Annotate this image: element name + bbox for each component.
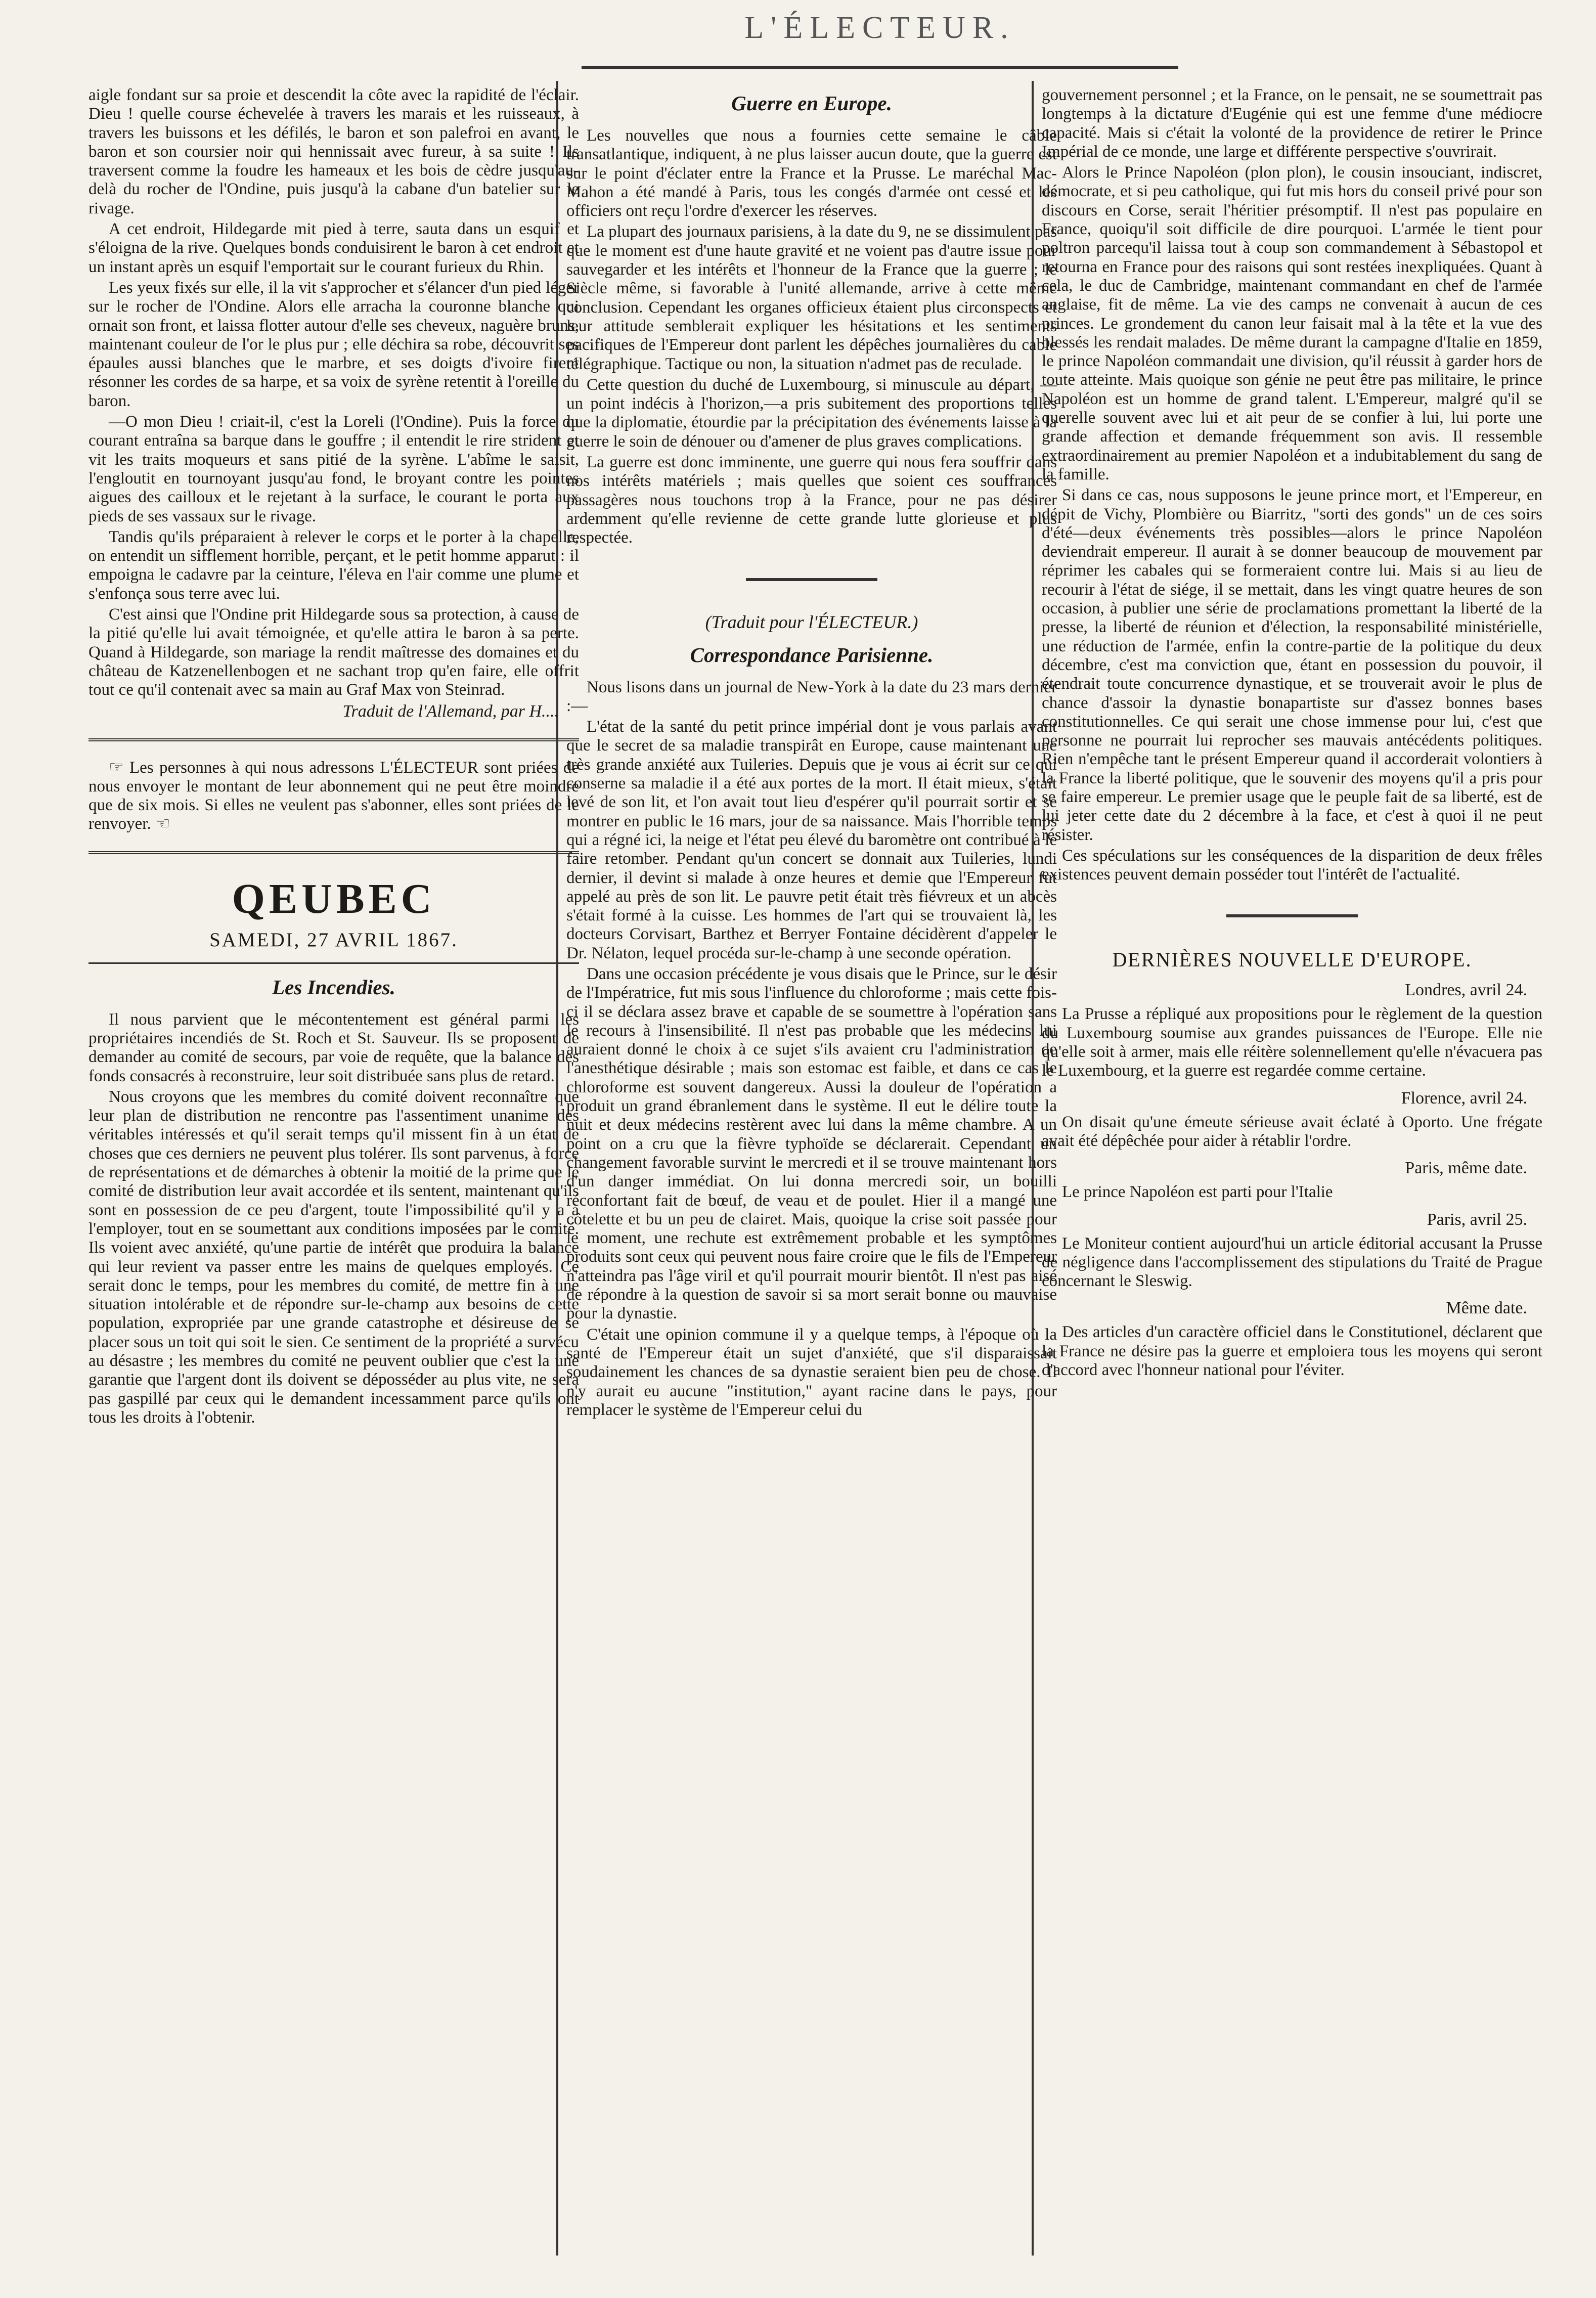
dispatch-text: La Prusse a répliqué aux propositions pour le règlement de la question du Luxembourg soumise aux grandes puissances de l'Europe. Elle nie qu'elle soit à armer, mais elle réitère solennellement qu'elle n'évacuera pas le Luxembourg, et la guerre est regardée comme certaine. <box>1042 1005 1542 1080</box>
divider <box>88 962 579 964</box>
dispatch-text: On disait qu'une émeute sérieuse avait éclaté à Oporto. Une frégate avait été dépêchée pour aider à rétablir l'ordre. <box>1042 1113 1542 1150</box>
divider <box>746 578 877 581</box>
story-paragraph: Les yeux fixés sur elle, il la vit s'approcher et s'élancer d'un pied léger sur le rocher de l'Ondine. Alors elle arracha la couronne blanche qui ornait son front, et laissa flotter autour d'elle ses cheveux, naguère bruns, maintenant couleur de l'or le plus pur ; elle déchira sa robe, découvrit ses épaules aussi blanches que le marbre, et ses doigts d'ivoire firent résonner les cordes de sa harpe, et sa voix de syrène retentit à l'oreille du baron. <box>88 278 579 410</box>
fires-heading: Les Incendies. <box>272 975 395 999</box>
masthead-rule <box>582 66 1178 69</box>
translated-note: (Traduit pour l'ÉLECTEUR.) <box>705 611 918 632</box>
divider <box>88 738 579 741</box>
dispatch-place: Florence, avril 24. <box>1401 1088 1527 1108</box>
correspondence-continued: gouvernement personnel ; et la France, on le pensait, ne se soumettrait pas longtemps à la dictature d'Eugénie qui est une femme d'une médiocre capacité. Mais si c'était la volonté de la providence de retirer le Prince Impérial de ce monde, une large et différente perspective s'ouvrirait. <box>1042 86 1542 161</box>
divider <box>1226 914 1358 917</box>
correspondence-paragraph: Dans une occasion précédente je vous disais que le Prince, sur le désir de l'Impératrice, fut mis sous l'influence du chloroforme ; mais cette fois-ci il se déclara assez brave et capable de se soumettre à l'opération sans le recours à l'insensibilité. Il n'est pas probable que les médecins lui auraient donné le choix à ce sujet s'ils avaient cru l'administration de l'anesthétique désirable ; mais son estomac est faible, et dans ce cas le chloroforme est souvent dangereux. Aussi la douleur de l'opération a produit un grand ébranlement dans le système. Il eut le délire toute la nuit et deux médecins restèrent avec lui dans la même chambre. A un point on a cru que la fièvre typhoïde se déclarerait. Cependant un changement favorable survint le mercredi et il se trouve maintenant hors d'un danger immédiat. On lui donna mercredi soir, un bouilli réconfortant fait de bœuf, de veau et de poulet. Hier il a mangé une côtelette et bu un peu de clairet. Mais, quoique la crise soit passée pour le moment, une rechute est extrêmement probable et les symptômes produits sont ceux qui peuvent nous faire croire que le fils de l'Empereur n'atteindra pas l'âge viril et qu'il pourrait mourir bientôt. Il n'est pas aisé de répondre à la question de savoir si sa mort serait bonne ou mauvaise pour la dynastie. <box>566 964 1057 1323</box>
divider <box>88 851 579 854</box>
correspondence-heading: Correspondance Parisienne. <box>690 643 934 667</box>
correspondence-paragraph: C'était une opinion commune il y a quelque temps, à l'époque où la santé de l'Empereur était un sujet d'anxiété, que s'il disparaissait soudainement les chances de sa dynastie seraient bien peu de chose. Il n'y aurait eu aucune "institution," ayant racine dans le pays, pour remplacer le système de l'Empereur celui du <box>566 1325 1057 1419</box>
dispatch-place: Londres, avril 24. <box>1405 981 1527 1000</box>
dispatch-text: Le Moniteur contient aujourd'hui un article éditorial accusant la Prusse de négligence dans l'accomplissement des stipulations du Traité de Prague concernant le Sleswig. <box>1042 1234 1542 1291</box>
dispatch-place: Paris, avril 25. <box>1427 1210 1527 1229</box>
correspondence-paragraph: L'état de la santé du petit prince impérial dont je vous parlais avant que le secret de sa maladie transpirât en Europe, cause maintenant une très grande anxiété aux Tuileries. Depuis que je vous ai écrit sur ce qui conserne sa maladie il a été aux portes de la mort. Il était mieux, s'était levé de son lit, et l'on avait tout lieu d'espérer qu'il pourrait sortir et se montrer en public le 16 mars, jour de sa naissance. Mais l'horrible temps qui a régné ici, la neige et l'état peu élevé du baromètre ont contribué à le faire retomber. Pendant qu'un concert se donnait aux Tuileries, lundi dernier, il devint si malade à onze heures et demie que l'Empereur fut appelé au près de son lit. Le pauvre petit était très fiévreux et un abcès s'était formé à la cuisse. Les hommes de l'art qui se trouvaient là, les docteurs Corvisart, Barthez et Berryer Fontaine décidèrent d'appeler le Dr. Nélaton, lequel procéda sur-le-champ à une seconde opération. <box>566 718 1057 962</box>
war-paragraph: Cette question du duché de Luxembourg, si minuscule au départ, —un point indécis à l'horizon,—a pris subitement des proportions telles que la diplomatie, étourdie par la précipitation des événements laisse à la guerre le soin de dénouer ou d'amener de plus graves complications. <box>566 375 1057 451</box>
correspondence-continued: Ces spéculations sur les conséquences de la disparition de deux frêles existences peuvent demain posséder tout l'intérêt de l'actualité. <box>1042 846 1542 884</box>
story-paragraph: A cet endroit, Hildegarde mit pied à terre, sauta dans un esquif et s'éloigna de la rive. Quelques bonds conduisirent le baron à cet endroit et un instant après un esquif l'emportait sur le courant furieux du Rhin. <box>88 220 579 276</box>
translator-credit: Traduit de l'Allemand, par H.... <box>342 701 559 721</box>
column-2 <box>566 86 1057 2261</box>
city-title: QEUBEC <box>232 875 436 922</box>
dispatch-place: Même date. <box>1446 1299 1527 1318</box>
story-paragraph: Tandis qu'ils préparaient à relever le corps et le porter à la chapelle, on entendit un sifflement horrible, perçant, et le petit homme apparut : il empoigna le cadavre par la ceinture, l'éleva en l'air comme une plume et s'enfonça sous terre avec lui. <box>88 527 579 603</box>
dispatch-place: Paris, même date. <box>1405 1159 1527 1178</box>
correspondence-continued: Si dans ce cas, nous supposons le jeune prince mort, et l'Empereur, en dépit de Vichy, Plombière ou Biarritz, "sorti des gonds" un de ces soirs d'été—deux événements très possibles—alors le prince Napoléon deviendrait empereur. Il aurait à se donner beaucoup de mouvement par réprimer les cabales qui se formeraient contre lui. Mais si au lieu de recourir à l'état de siége, il se mettait, dans les vingt quatre heures de son occasion, à publier une série de proclamations promettant la liberté de la presse, la liberté de réunion et d'élection, la responsabilité ministérielle, une réduction de l'armée, enfin la contre-partie de la politique du deux décembre, c'est ma conviction que, étant en possession du pouvoir, il étendrait toute concurrence dynastique, et se trouverait avoir le plus de chance d'assoir la dynastie bonapartiste sur d'assez bonnes bases constitutionnelles. Ce qui serait une chose immense pour lui, c'est que personne ne pourrait lui reprocher ses mauvais antécédents politiques. Rien n'empêche tant le présent Empereur quand il accorderait volontiers à la France la liberté politique, que le souvenir des moyens qu'il a pris pour se faire empereur. Le premier usage que le peuple fait de sa liberté, est de lui jeter cette date du 2 décembre à la face, et c'est à quoi il ne peut résister. <box>1042 486 1542 844</box>
war-paragraph: La plupart des journaux parisiens, à la date du 9, ne se dissimulent pas que le moment est d'une haute gravité et ne voient pas d'autre issue pour sauvegarder et les intérêts et l'honneur de la France que la guerre ; le Siècle même, si favorable à l'unité allemande, arrive à cette même conclusion. Cependant les organes officieux étaient plus circonspects et leur attitude semblerait expliquer les hésitations et les sentiments pacifiques de l'Empereur dont parlent les dépêches journalières du cable télégraphique. Tactique ou non, la situation n'admet pas de reculade. <box>566 223 1057 373</box>
correspondence-paragraph: Nous lisons dans un journal de New-York à la date du 23 mars dernier :— <box>566 678 1057 715</box>
fires-paragraph: Nous croyons que les membres du comité doivent reconnaître que leur plan de distribution ne rencontre pas l'assentiment unanime des véritables intéressés et qu'il serait temps qu'il missent fin à un état de choses que ces derniers ne peuvent plus tolérer. Ils sont parvenus, à force de représentations et de démarches à obtenir la moitié de la prime que le comité de distribution leur avait accordée et ils sentent, maintenant qu'ils sont en possession de ce peu d'argent, toute l'impossibilité qu'il y a à l'employer, tout en se soumettant aux conditions imposées par le comité. Ils voient avec anxiété, qu'une partie de intérêt que produira la balance qui leur revient va passer entre les mains de quelques employés. Ce serait donc le temps, pour les membres du comité, de mettre fin à une situation intolérable et de répondre sur-le-champ aux besoins de cette population, expropriée par une grande catastrophe et désireuse de se placer sous un toit qui soit le sien. Ce sentiment de la propriété a survécu au désastre ; les membres du comité ne peuvent oublier que c'est la une garantie que l'argent dont ils doivent se déposséder au plus vite, ne sera pas gaspillé par ceux qui le demandent incessamment parce qu'ils ont tous les droits à l'obtenir. <box>88 1087 579 1427</box>
correspondence-continued: Alors le Prince Napoléon (plon plon), le cousin insouciant, indiscret, démocrate, et si peu catholique, qui fut mis hors du conseil privé pour son discours en Corse, serait l'héritier présomptif. Il n'est pas populaire en France, quoiqu'il soit difficile de dire pourquoi. L'armée le tient pour poltron parcequ'il laissa tout à coup son commandement à Sébastopol et retourna en France pour des raisons qui sont restées inexpliquées. Quant à cela, le duc de Cambridge, maintenant commandant en chef de l'armée anglaise, fit de même. La vie des camps ne convenait à aucun de ces princes. Le grondement du canon leur faisait mal à la tête et la vue des blessés les rendait malades. De même durant la campagne d'Italie en 1859, le prince Napoléon commandait une division, qu'il réussit à garder hors de toute atteinte. Mais quoique son génie ne peut être pas militaire, le prince Napoléon est un homme de grand talent. L'Empereur, malgré qu'il se querelle souvent avec lui et ait peur de se confier à lui, lui porte une grande affection et demande fréquemment son avis. Il ressemble extraordinairement au premier Napoléon et a indubitablement du sang de la famille. <box>1042 163 1542 483</box>
subscription-notice: ☞ Les personnes à qui nous adressons L'ÉLECTEUR sont priées de nous envoyer le montant de leur abonnement qui ne peut être moindre que de six mois. Si elles ne veulent pas s'abonner, elles sont priées de le renvoyer. ☜ <box>88 758 579 833</box>
issue-date: SAMEDI, 27 AVRIL 1867. <box>209 929 458 951</box>
story-paragraph: aigle fondant sur sa proie et descendit la côte avec la rapidité de l'éclair. Dieu ! quelle course échevelée à travers les marais et les ruisseaux, à travers les buissons et les défilés, le baron et son palefroi en avant, le baron et son coursier noir qui hennissait avec fureur, à sa suite ! Ils traversent comme la foudre les hameaux et les bois de cèdre jusqu'au-delà du rocher de l'Ondine, puis jusqu'à la cabane d'un batelier sur le rivage. <box>88 86 579 217</box>
column-1 <box>88 86 579 2261</box>
news-heading: DERNIÈRES NOUVELLE D'EUROPE. <box>1112 948 1472 971</box>
story-paragraph: —O mon Dieu ! criait-il, c'est la Loreli (l'Ondine). Puis la force du courant entraîna sa barque dans le gouffre ; il entendit le rire strident et vit les traits moqueurs et sans pitié de la syrène. L'abîme le saisit, l'engloutit en tournoyant jusqu'au fond, le broyant contre les pointes aigues des cailloux et le rejetant à la surface, le courant le porta aux pieds de ses vassaux sur le rivage. <box>88 413 579 525</box>
war-paragraph: Les nouvelles que nous a fournies cette semaine le câble transatlantique, indiquent, à ne plus laisser aucun doute, que la guerre est sur le point d'éclater entre la France et la Prusse. Le maréchal Mac-Mahon a été mandé à Paris, tous les congés d'armée ont cessé et les officiers ont reçu l'ordre d'exercer les réserves. <box>566 126 1057 220</box>
column-3 <box>1042 86 1542 2261</box>
dispatch-text: Le prince Napoléon est parti pour l'Italie <box>1062 1183 1333 1202</box>
dispatch-text: Des articles d'un caractère officiel dans le Constitutionel, déclarent que la France ne désire pas la guerre et emploiera tous les moyens qui seront d'accord avec l'honneur national pour l'éviter. <box>1042 1323 1542 1380</box>
masthead: L'ÉLECTEUR. <box>744 11 1015 45</box>
story-paragraph: C'est ainsi que l'Ondine prit Hildegarde sous sa protection, à cause de la pitié qu'elle lui avait témoignée, et qu'elle attira le baron à sa perte. Quand à Hildegarde, son mariage la rendit maîtresse des domaines et du château de Katzenellenbogen et ne sachant trop qu'en faire, elle offrit tout ce qu'il contenait avec sa main au Graf Max von Steinrad. <box>88 605 579 699</box>
war-paragraph: La guerre est donc imminente, une guerre qui nous fera souffrir dans nos intérêts matériels ; mais quelles que soient ces souffrances passagères nous touchons trop à la France, pour ne pas désirer ardemment qu'elle revienne de cette grande lutte glorieuse et plus respectée. <box>566 453 1057 547</box>
fires-paragraph: Il nous parvient que le mécontentement est général parmi les propriétaires incendiés de St. Roch et St. Sauveur. Ils se proposent de demander au comité de secours, par voie de requête, que la balance des fonds consacrés à reconstruire, leur soit distribuée sans plus de retard. <box>88 1010 579 1085</box>
war-heading: Guerre en Europe. <box>731 92 892 115</box>
